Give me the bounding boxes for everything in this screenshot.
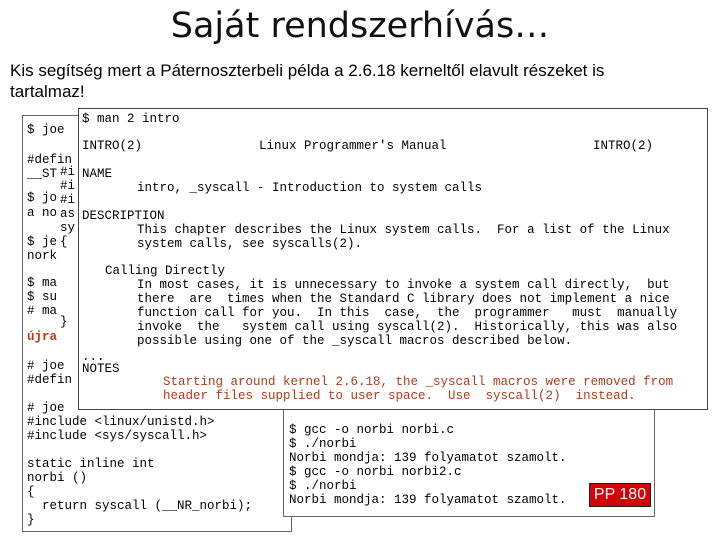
man-calling-heading: Calling Directly [105, 264, 226, 278]
man-name-text: intro, _syscall - Introduction to system calls [137, 181, 483, 195]
man-desc-line: This chapter describes the Linux system calls. For a list of the Linux [137, 223, 670, 237]
listing-line: $ su [27, 290, 58, 304]
listing-line: } [27, 513, 35, 527]
man-call-line: In most cases, it is unnecessary to invoke a system call directly, but [137, 278, 670, 292]
man-header-left: INTRO(2) [82, 139, 143, 153]
man-name-heading: NAME [82, 167, 113, 181]
subtitle-line-1: Kis segítség mert a Páternoszterbeli példa a 2.6.18 kerneltől elavult részeket is [10, 61, 605, 80]
listing-line: #i [60, 179, 76, 193]
listing-line: #i [60, 165, 76, 179]
listing-line: return syscall (__NR_norbi); [27, 499, 253, 513]
listing-line: #defin [27, 373, 73, 387]
man-notes-line: Starting around kernel 2.6.18, the _syscall macros were removed from [163, 375, 674, 389]
listing-line: # joe [27, 401, 65, 415]
listing-line: } [60, 315, 68, 329]
man-desc-line: system calls, see syscalls(2). [137, 237, 363, 251]
listing-line: # joe [27, 359, 65, 373]
listing-line: nork [27, 249, 58, 263]
man-call-line: function call for you. In this case, the programmer must manually [137, 306, 678, 320]
man-header-right: INTRO(2) [593, 139, 654, 153]
terminal-line: $ ./norbi [289, 479, 357, 493]
man-notes-line: header files supplied to user space. Use syscall(2) instead. [163, 389, 636, 403]
listing-line: a no [27, 206, 58, 220]
listing-line: #include <sys/syscall.h> [27, 429, 208, 443]
man-page-panel [78, 108, 708, 410]
listing-line: { [27, 485, 35, 499]
slide-subtitle [10, 60, 710, 102]
listing-line: static inline int [27, 457, 155, 471]
listing-line: __ST [27, 167, 58, 181]
terminal-line: Norbi mondja: 139 folyamatot szamolt. [289, 451, 567, 465]
slide-title: Saját rendszerhívás… [170, 6, 550, 46]
listing-line: $ je [27, 235, 58, 249]
man-ellipsis: ... [82, 350, 105, 364]
man-command: $ man 2 intro [82, 112, 180, 126]
listing-line: $ jo [27, 191, 58, 205]
listing-line: újra [27, 330, 58, 344]
man-notes-heading: NOTES [82, 362, 120, 376]
listing-line: $ joe [27, 123, 65, 137]
subtitle-line-2: tartalmaz! [10, 82, 85, 101]
man-description-heading: DESCRIPTION [82, 209, 165, 223]
listing-line: sy [60, 221, 76, 235]
man-call-line: possible using one of the _syscall macros described below. [137, 334, 573, 348]
page-reference-badge: PP 180 [589, 483, 651, 507]
listing-line: { [60, 235, 68, 249]
man-call-line: there are times when the Standard C library does not implement a nice [137, 292, 670, 306]
listing-line: norbi () [27, 471, 88, 485]
terminal-line: $ ./norbi [289, 437, 357, 451]
terminal-line: Norbi mondja: 139 folyamatot szamolt. [289, 493, 567, 507]
terminal-line: $ gcc -o norbi norbi.c [289, 423, 455, 437]
man-header-center: Linux Programmer's Manual [259, 139, 447, 153]
listing-line: #defin [27, 153, 73, 167]
listing-line: as [60, 207, 76, 221]
listing-line: #include <linux/unistd.h> [27, 415, 215, 429]
man-call-line: invoke the system call using syscall(2). Historically, this was also [137, 320, 678, 334]
listing-line: #i [60, 193, 76, 207]
listing-line: # ma [27, 304, 58, 318]
terminal-line: $ gcc -o norbi norbi2.c [289, 465, 462, 479]
listing-line: $ ma [27, 276, 58, 290]
